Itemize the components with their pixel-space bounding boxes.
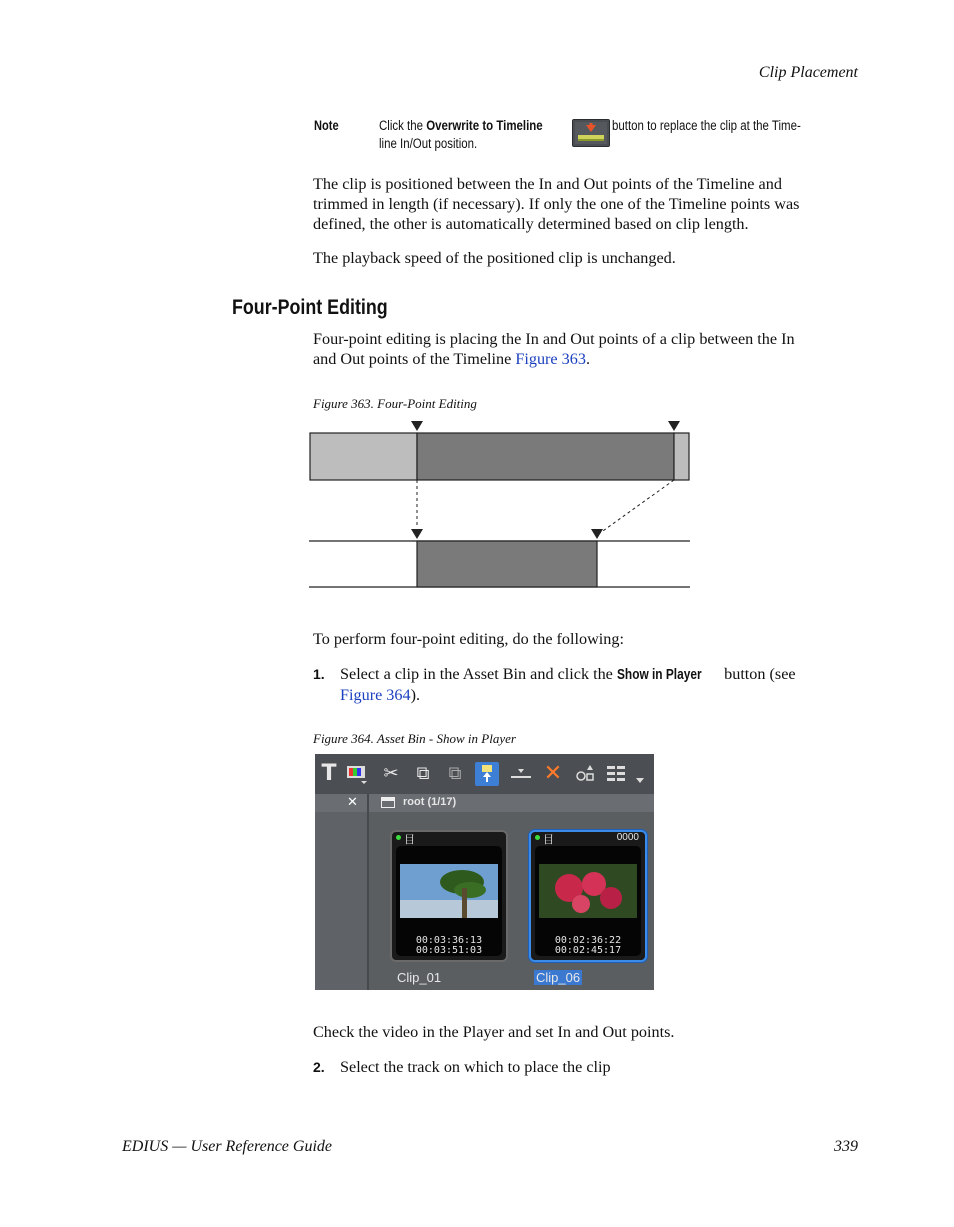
add-to-timeline-icon[interactable]: [509, 762, 533, 786]
view-mode-icon[interactable]: [605, 762, 629, 786]
timeline-placed-clip: [417, 541, 597, 587]
note-bold: Overwrite to Timeline: [426, 118, 543, 133]
clip-selected-region: [417, 433, 674, 480]
dropdown-arrow-icon[interactable]: [633, 762, 647, 786]
note-post: button to replace the clip at the Time-: [612, 118, 801, 133]
clip-name-2[interactable]: Clip_06: [536, 970, 581, 985]
step-1-text: Select a clip in the Asset Bin and click the Show in Player button (see Figure 364).: [340, 665, 796, 704]
folder-icon: [381, 797, 395, 808]
figure-363-link[interactable]: Figure 363: [515, 350, 586, 368]
out-point-marker-bottom: [591, 529, 603, 539]
note-pre: Click the: [379, 118, 427, 133]
in-point-marker-bottom: [411, 529, 423, 539]
clip-preview-palm: [400, 864, 498, 918]
out-point-connector: [600, 480, 674, 533]
paragraph-perform-steps: To perform four-point editing, do the following:: [313, 630, 624, 648]
delete-icon[interactable]: ✕: [543, 761, 563, 786]
in-point-marker-top: [411, 421, 423, 431]
clip-status-icon: [535, 835, 540, 840]
show-in-player-icon[interactable]: [475, 762, 499, 786]
clip-unused-region: [310, 433, 417, 480]
four-point-editing-diagram: [305, 418, 697, 593]
clip-type-icon: 目: [543, 834, 554, 846]
clip-name-1[interactable]: Clip_01: [397, 970, 442, 985]
asset-bin-toolbar: [315, 754, 654, 795]
clip-badge: 0000: [616, 832, 639, 843]
paragraph-check-video: Check the video in the Player and set In and Out points.: [313, 1023, 675, 1041]
out-point-marker-top: [668, 421, 680, 431]
note-label: Note: [314, 118, 339, 133]
paragraph-four-point-definition: Four-point editing is placing the In and Out points of a clip between the In and Out points of the Timeline Figure 363.: [313, 330, 795, 368]
footer-guide-title: EDIUS — User Reference Guide: [122, 1138, 333, 1155]
folder-label: root (1/17): [403, 796, 457, 808]
clip-status-icon: [396, 835, 401, 840]
footer-page-number: 339: [834, 1138, 858, 1155]
cut-icon[interactable]: ✂: [383, 763, 399, 784]
folder-tree-panel: [315, 812, 368, 990]
overwrite-to-timeline-icon: [572, 119, 610, 147]
section-title: Four-Point Editing: [232, 296, 388, 319]
paragraph-clip-positioned: The clip is positioned between the In and Out points of the Timeline and trimmed in length (if necessary). If only the one of the Timeline points was defined, the other is automatically determined based on clip length.: [313, 175, 800, 233]
clip-preview-flowers: [539, 864, 637, 918]
asset-bin-screenshot: [315, 754, 654, 990]
note-line2: line In/Out position.: [379, 136, 478, 151]
clip-trimmed-region: [674, 433, 689, 480]
step-2-text: Select the track on which to place the clip: [340, 1058, 611, 1076]
asset-bin-header: [315, 794, 654, 812]
figure-363-caption: Figure 363. Four-Point Editing: [313, 396, 477, 411]
paste-icon[interactable]: ⧉: [448, 763, 462, 784]
color-bars-icon[interactable]: [345, 762, 369, 786]
copy-icon[interactable]: ⧉: [416, 763, 430, 784]
properties-icon[interactable]: [573, 762, 597, 786]
clip-thumbnail-2[interactable]: 目 0000 00:02:36:22 00:02:45:17: [529, 830, 647, 962]
title-icon[interactable]: T: [321, 761, 337, 786]
figure-364-link[interactable]: Figure 364: [340, 686, 411, 704]
running-header: Clip Placement: [758, 64, 858, 81]
clip-thumbnail-1[interactable]: 目 00:03:36:13 00:03:51:03: [390, 830, 508, 962]
figure-364-caption: Figure 364. Asset Bin - Show in Player: [313, 731, 516, 746]
paragraph-playback-speed: The playback speed of the positioned clip is unchanged.: [313, 249, 676, 267]
clip-type-icon: 目: [404, 834, 415, 846]
step-1-number: 1.: [313, 666, 325, 682]
close-folder-icon[interactable]: ✕: [347, 795, 358, 810]
step-2-number: 2.: [313, 1059, 325, 1075]
